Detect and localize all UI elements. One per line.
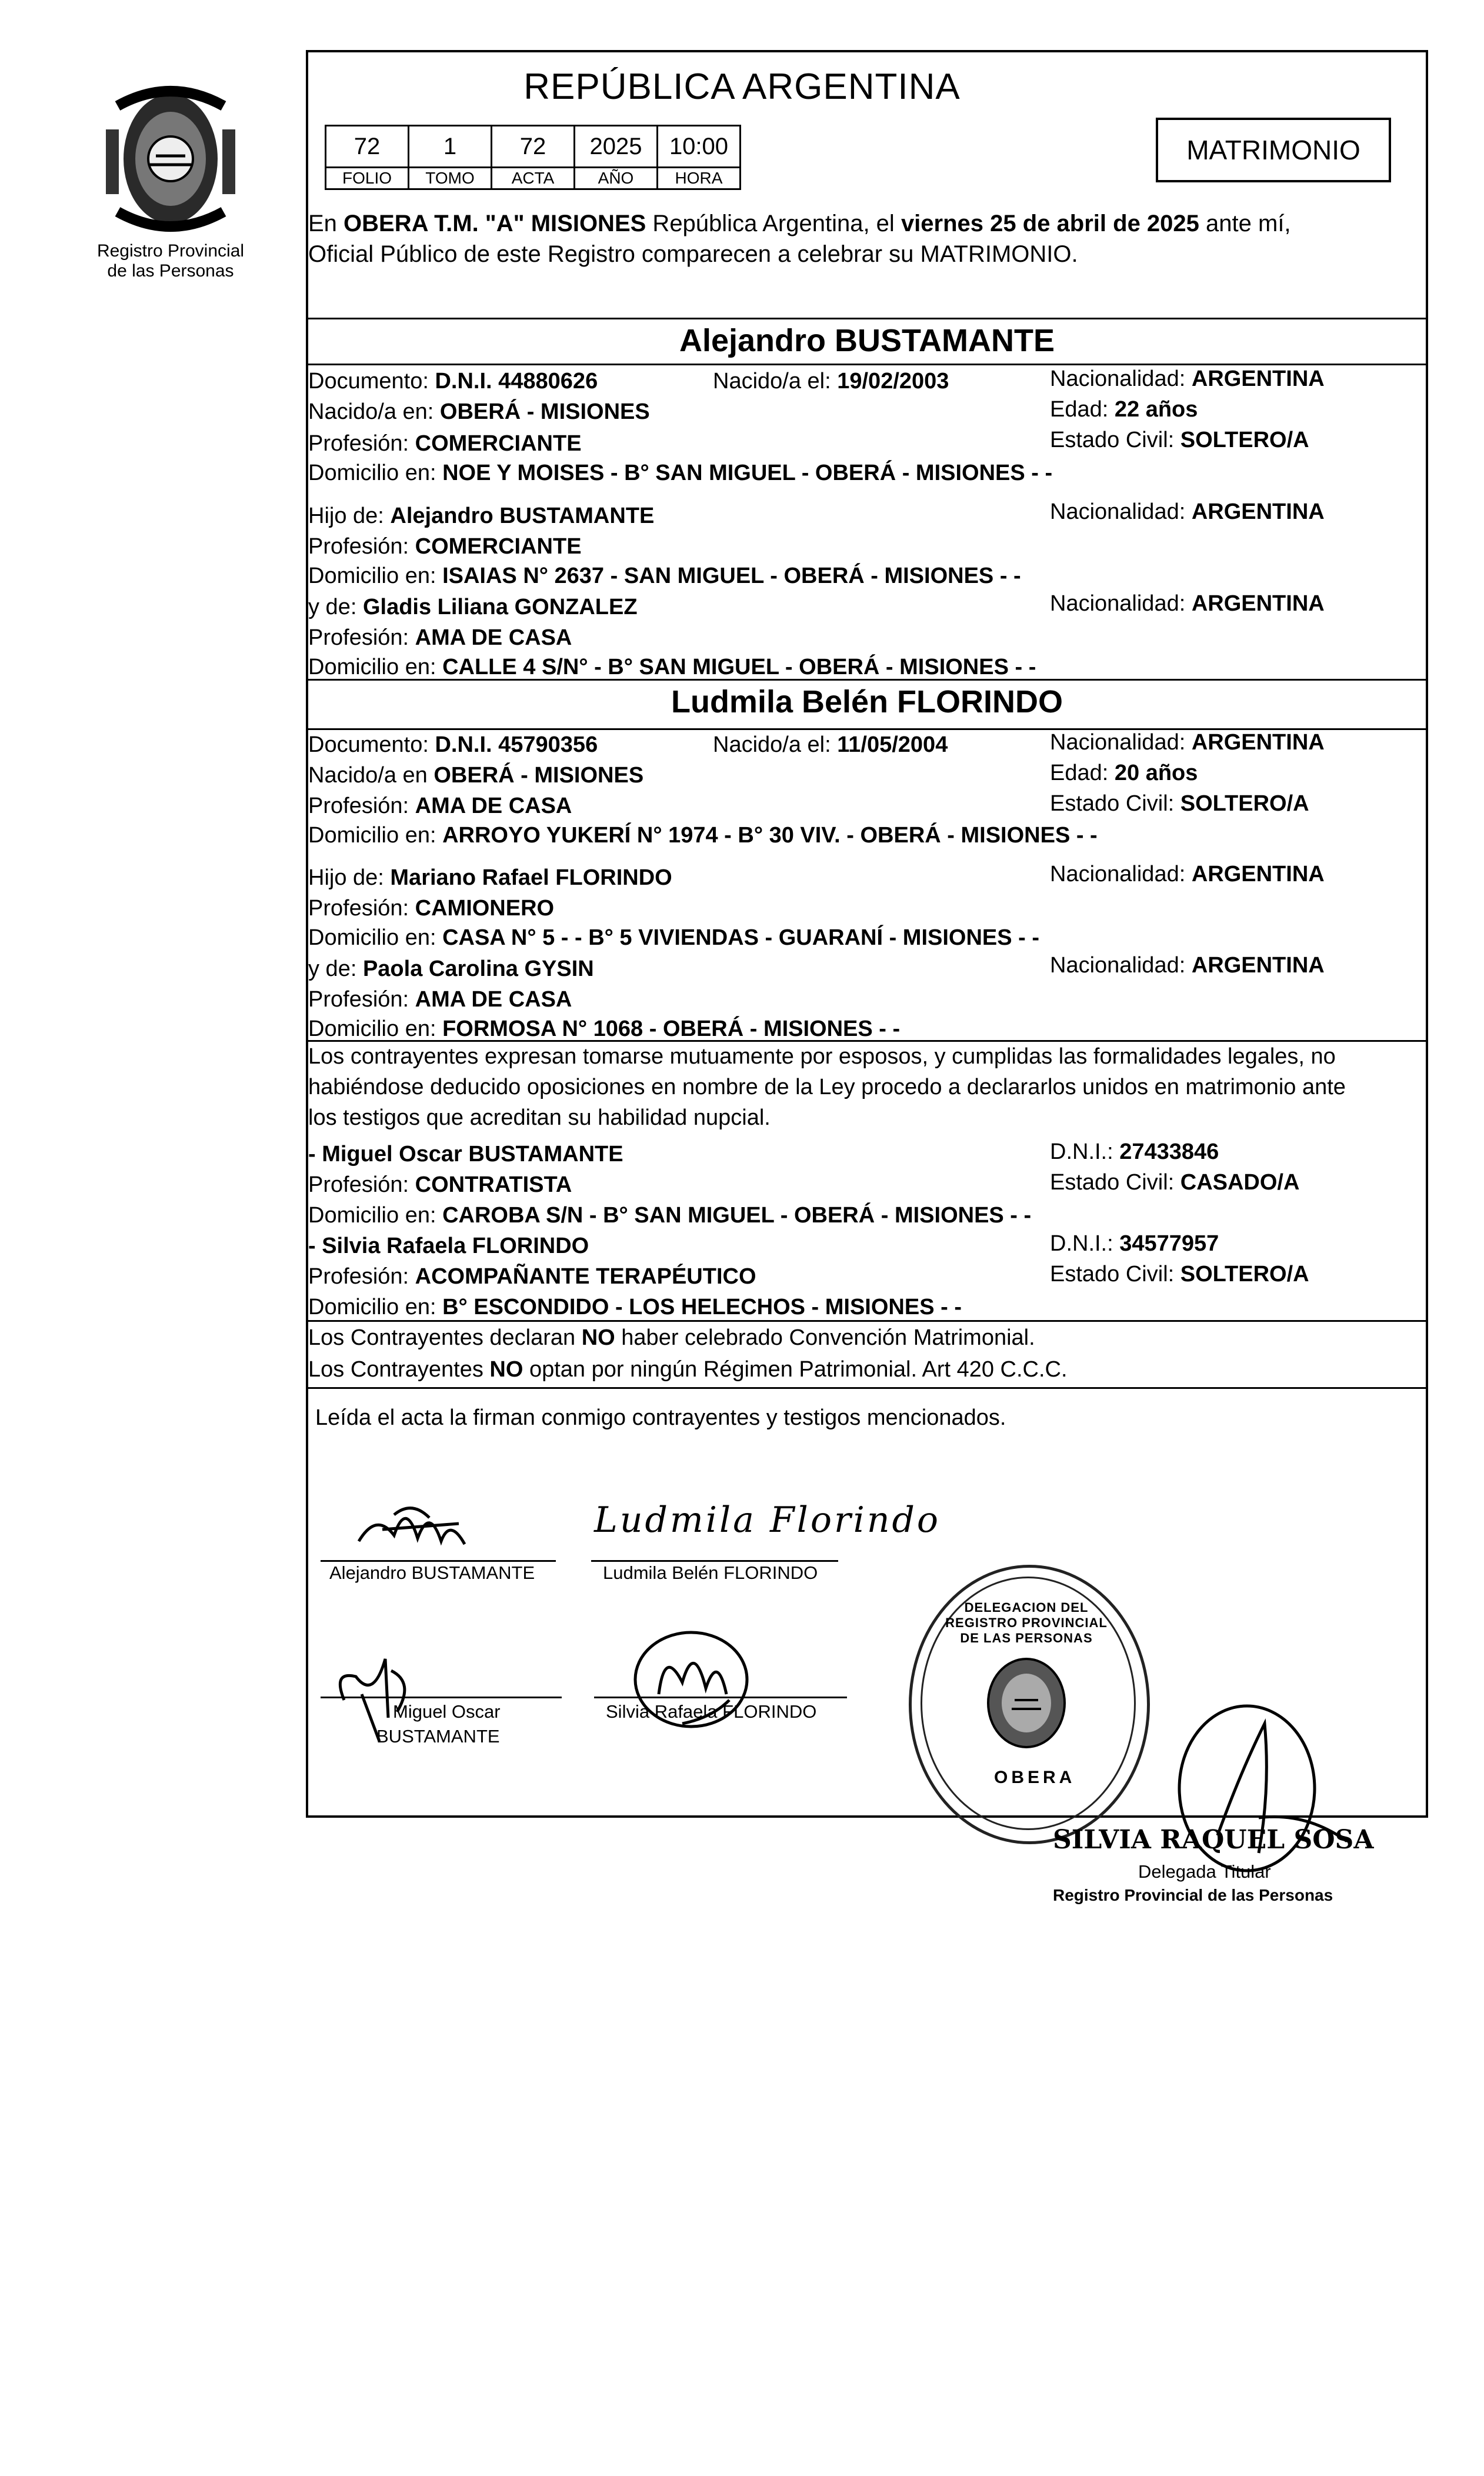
official-org: Registro Provincial de las Personas	[1053, 1886, 1333, 1904]
signature-alejandro	[341, 1488, 494, 1568]
declaration-line-2: habiéndose deducido oposiciones en nombre de la Ley procedo a declararlos unidos en matrimonio ante	[308, 1075, 1346, 1099]
witness1-name: - Miguel Oscar BUSTAMANTE	[308, 1142, 623, 1167]
spouse1-birthplace: Nacido/a en: OBERÁ - MISIONES	[308, 399, 650, 424]
spouse2-father-profession: Profesión: CAMIONERO	[308, 896, 555, 921]
year-value: 2025	[575, 126, 658, 168]
witness1-address: Domicilio en: CAROBA S/N - B° SAN MIGUEL - OBERÁ - MISIONES - -	[308, 1203, 1032, 1228]
witness2-civil-status: Estado Civil: SOLTERO/A	[1050, 1262, 1309, 1287]
signature-label-silvia: Silvia Rafaela FLORINDO	[606, 1701, 817, 1722]
spouse1-father: Hijo de: Alejandro BUSTAMANTE	[308, 504, 655, 528]
signature-label-miguel-1: Miguel Oscar	[393, 1701, 501, 1722]
spouse1-father-address: Domicilio en: ISAIAS N° 2637 - SAN MIGUEL - OBERÁ - MISIONES - -	[308, 564, 1021, 588]
spouse1-father-profession: Profesión: COMERCIANTE	[308, 534, 582, 559]
spouse1-name: Alejandro BUSTAMANTE	[679, 323, 1055, 358]
witness2-profession: Profesión: ACOMPAÑANTE TERAPÉUTICO	[308, 1264, 756, 1289]
spouse1-mother-nationality: Nacionalidad: ARGENTINA	[1050, 591, 1325, 616]
spouse2-mother: y de: Paola Carolina GYSIN	[308, 957, 594, 981]
year-label: AÑO	[575, 168, 658, 189]
spouse2-document: Documento: D.N.I. 45790356	[308, 732, 598, 757]
spouse2-civil-status: Estado Civil: SOLTERO/A	[1050, 791, 1309, 816]
signature-silvia	[623, 1624, 759, 1744]
signature-label-miguel-2: BUSTAMANTE	[376, 1726, 500, 1747]
spouse2-profession: Profesión: AMA DE CASA	[308, 794, 572, 818]
signature-label-ludmila: Ludmila Belén FLORINDO	[603, 1562, 818, 1583]
intro-line-2: Oficial Público de este Registro comparecen a celebrar su MATRIMONIO.	[308, 241, 1078, 267]
signature-handwritten-ludmila: Ludmila Florindo	[594, 1499, 941, 1541]
signature-label-alejandro: Alejandro BUSTAMANTE	[329, 1562, 535, 1583]
spouse2-father-nationality: Nacionalidad: ARGENTINA	[1050, 862, 1325, 887]
page-title: REPÚBLICA ARGENTINA	[523, 66, 961, 107]
witness1-civil-status: Estado Civil: CASADO/A	[1050, 1170, 1300, 1195]
witness2-dni: D.N.I.: 34577957	[1050, 1231, 1219, 1256]
spouse1-profession: Profesión: COMERCIANTE	[308, 431, 582, 456]
spouse1-birthdate: Nacido/a el: 19/02/2003	[713, 369, 949, 394]
official-title: Delegada Titular	[1138, 1861, 1271, 1882]
seal-emblem	[971, 1647, 1082, 1762]
seal-ring-text: DELEGACION DEL REGISTRO PROVINCIAL DE LAS PERSONAS	[945, 1600, 1108, 1645]
spouse2-birthdate: Nacido/a el: 11/05/2004	[713, 732, 948, 757]
declaration-line-3: los testigos que acreditan su habilidad nupcial.	[308, 1105, 771, 1130]
spouse1-age: Edad: 22 años	[1050, 397, 1198, 422]
regime-line-2: Los Contrayentes NO optan por ningún Régimen Patrimonial. Art 420 C.C.C.	[308, 1357, 1068, 1382]
folio-value: 72	[326, 126, 409, 168]
spouse2-mother-nationality: Nacionalidad: ARGENTINA	[1050, 953, 1325, 978]
witness1-dni: D.N.I.: 27433846	[1050, 1139, 1219, 1164]
spouse1-document: Documento: D.N.I. 44880626	[308, 369, 598, 394]
witness2-name: - Silvia Rafaela FLORINDO	[308, 1234, 589, 1258]
spouse2-mother-address: Domicilio en: FORMOSA N° 1068 - OBERÁ - MISIONES - -	[308, 1017, 901, 1041]
spouse1-mother: y de: Gladis Liliana GONZALEZ	[308, 595, 638, 619]
document-type-box: MATRIMONIO	[1156, 118, 1391, 182]
record-metadata-table	[325, 125, 741, 190]
spouse1-father-nationality: Nacionalidad: ARGENTINA	[1050, 499, 1325, 524]
spouse2-age: Edad: 20 años	[1050, 761, 1198, 785]
seal-bottom-text: OBERA	[994, 1768, 1076, 1787]
spouse2-name: Ludmila Belén FLORINDO	[671, 684, 1063, 719]
hour-value: 10:00	[658, 126, 741, 168]
tomo-value: 1	[409, 126, 492, 168]
org-name: Registro Provincial de las Personas	[96, 241, 245, 281]
regime-line-1: Los Contrayentes declaran NO haber celebrado Convención Matrimonial.	[308, 1325, 1035, 1350]
spouse1-address: Domicilio en: NOE Y MOISES - B° SAN MIGUEL - OBERÁ - MISIONES - -	[308, 461, 1053, 485]
spouse1-nationality: Nacionalidad: ARGENTINA	[1050, 366, 1325, 391]
spouse1-mother-profession: Profesión: AMA DE CASA	[308, 625, 572, 650]
tomo-label: TOMO	[409, 168, 492, 189]
spouse1-civil-status: Estado Civil: SOLTERO/A	[1050, 428, 1309, 452]
official-name: SILVIA RAQUEL SOSA	[1053, 1825, 1374, 1855]
witness2-address: Domicilio en: B° ESCONDIDO - LOS HELECHOS - MISIONES - -	[308, 1295, 962, 1319]
acta-value: 72	[492, 126, 575, 168]
spouse2-birthplace: Nacido/a en OBERÁ - MISIONES	[308, 763, 644, 788]
spouse1-mother-address: Domicilio en: CALLE 4 S/N° - B° SAN MIGUEL - OBERÁ - MISIONES - -	[308, 655, 1036, 679]
witness1-profession: Profesión: CONTRATISTA	[308, 1172, 572, 1197]
spouse2-address: Domicilio en: ARROYO YUKERÍ N° 1974 - B° 30 VIV. - OBERÁ - MISIONES - -	[308, 823, 1098, 848]
spouse2-father: Hijo de: Mariano Rafael FLORINDO	[308, 865, 672, 890]
closing-statement: Leída el acta la firman conmigo contrayentes y testigos mencionados.	[315, 1405, 1006, 1430]
acta-label: ACTA	[492, 168, 575, 189]
intro-line-1: En OBERA T.M. "A" MISIONES República Argentina, el viernes 25 de abril de 2025 ante mí,	[308, 211, 1291, 236]
folio-label: FOLIO	[326, 168, 409, 189]
spouse2-mother-profession: Profesión: AMA DE CASA	[308, 987, 572, 1012]
hour-label: HORA	[658, 168, 741, 189]
spouse2-father-address: Domicilio en: CASA N° 5 - - B° 5 VIVIENDAS - GUARANÍ - MISIONES - -	[308, 925, 1040, 950]
declaration-line-1: Los contrayentes expresan tomarse mutuamente por esposos, y cumplidas las formalidades legales, no	[308, 1044, 1336, 1069]
spouse2-nationality: Nacionalidad: ARGENTINA	[1050, 730, 1325, 755]
